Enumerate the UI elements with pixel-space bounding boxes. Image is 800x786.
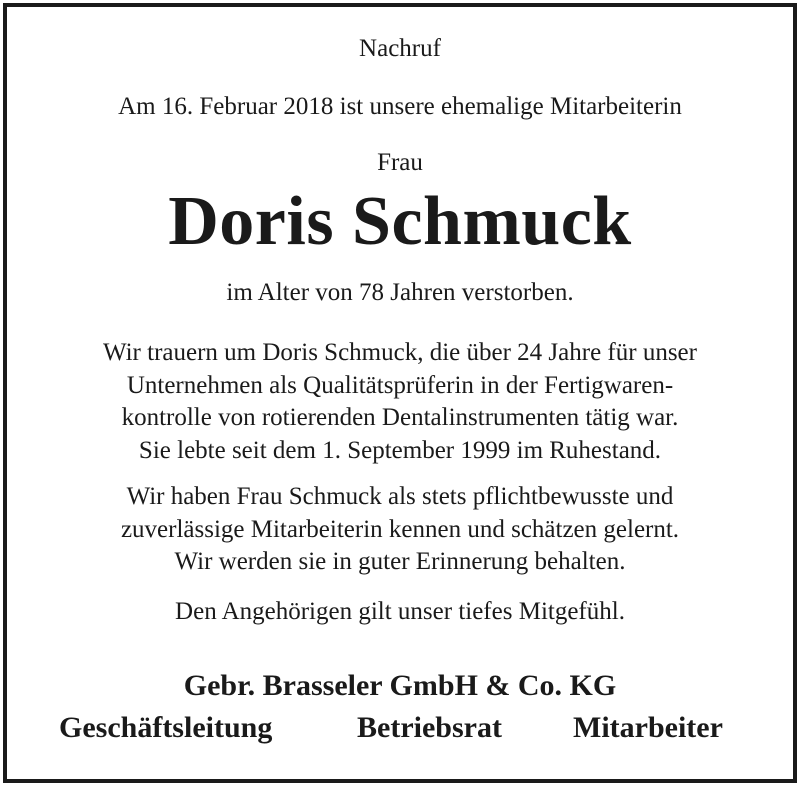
appreciation-line: Wir haben Frau Schmuck als stets pflichtbewusste und <box>126 483 674 510</box>
intro-line: Am 16. Februar 2018 ist unsere ehemalige Mitarbeiterin <box>118 93 682 120</box>
tribute-line: Sie lebte seit dem 1. September 1999 im Ruhestand. <box>138 436 662 464</box>
signatory-works-council: Betriebsrat <box>357 711 502 744</box>
salutation: Frau <box>377 149 423 176</box>
tribute-line: Unternehmen als Qualitätsprüferin in der Fertigwaren- <box>126 371 674 399</box>
appreciation-line: zuverlässige Mitarbeiterin kennen und schätzen gelernt. <box>120 515 680 543</box>
notice-title: Nachruf <box>359 35 441 62</box>
tribute-line: Wir trauern um Doris Schmuck, die über 24 Jahre für unser <box>103 339 697 366</box>
age-line: im Alter von 78 Jahren verstorben. <box>226 279 574 306</box>
signatory-management: Geschäftsleitung <box>59 711 273 744</box>
appreciation-line: Wir werden sie in guter Erinnerung behalten. <box>174 548 626 575</box>
sympathy-line: Den Angehörigen gilt unser tiefes Mitgefühl. <box>175 598 625 625</box>
signatories <box>0 710 800 746</box>
company-name: Gebr. Brasseler GmbH & Co. KG <box>183 669 617 702</box>
appreciation-paragraph <box>0 481 800 579</box>
deceased-name: Doris Schmuck <box>168 183 632 260</box>
tribute-line: kontrolle von rotierenden Dentalinstrumenten tätig war. <box>121 404 679 431</box>
signatory-employees: Mitarbeiter <box>573 711 723 744</box>
tribute-paragraph <box>0 337 800 467</box>
